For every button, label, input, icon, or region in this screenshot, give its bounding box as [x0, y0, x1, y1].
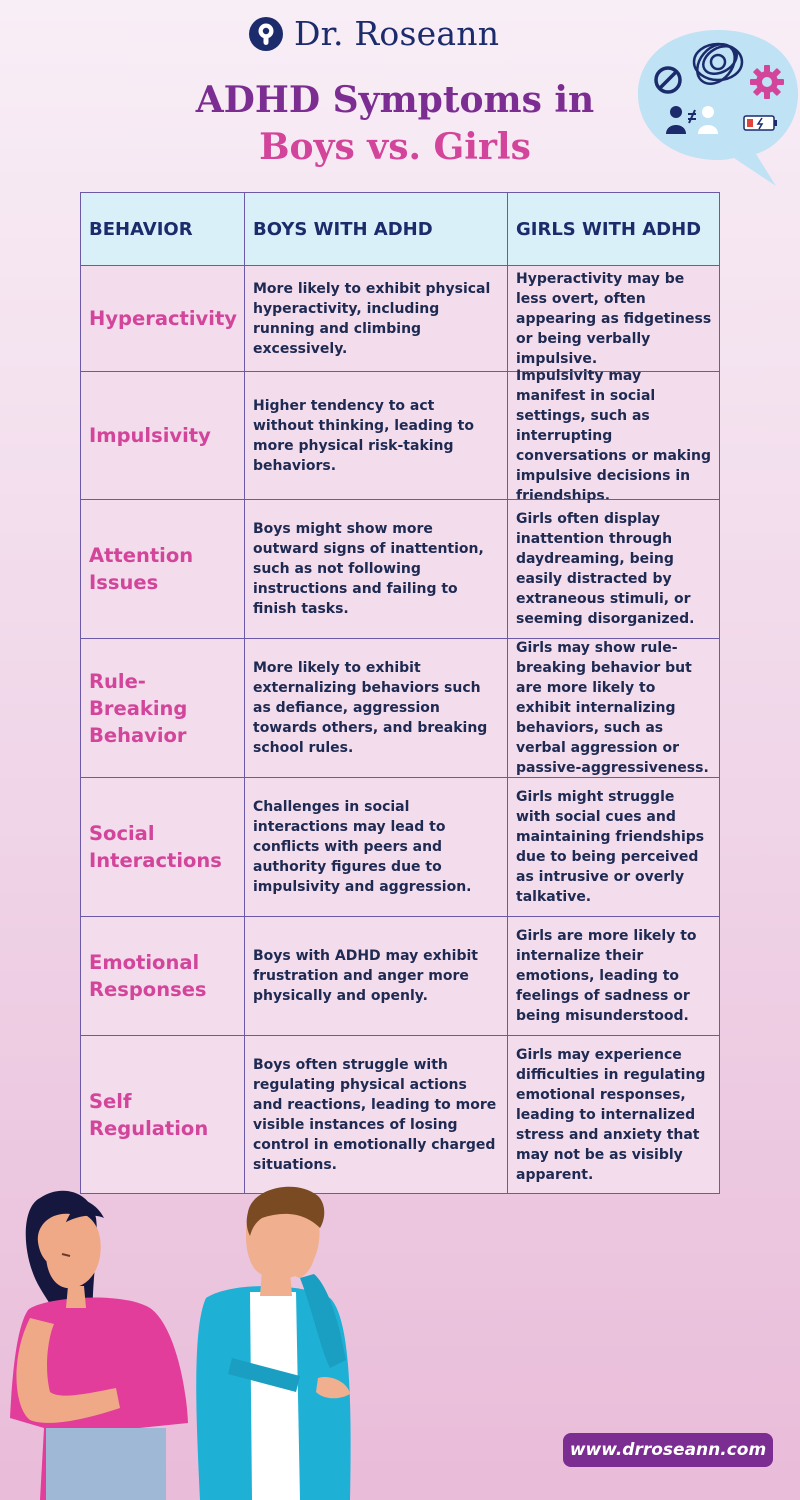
boy-figure — [196, 1187, 350, 1500]
page-title-line-1: ADHD Symptoms in — [195, 79, 595, 121]
boys-description: More likely to exhibit physical hyperactivity, including running and climbing excessively. — [253, 280, 491, 357]
girls-description: Girls might struggle with social cues and maintaining friendships due to being perceived as intrusive or overly talkative. — [516, 789, 705, 905]
girls-description: Girls may experience difficulties in regulating emotional responses, leading to internalized stress and anxiety that may not be as visibly apparent. — [516, 1046, 706, 1183]
behavior-label: Attention Issues — [89, 544, 194, 594]
behavior-label: Social Interactions — [89, 822, 222, 872]
table-row — [81, 638, 719, 777]
behavior-label: Self Regulation — [89, 1089, 209, 1140]
boys-description: Higher tendency to act without thinking, leading to more physical risk-taking behaviors. — [253, 397, 474, 474]
table-row — [81, 265, 719, 371]
girls-description: Girls may show rule-breaking behavior but are more likely to exhibit internalizing behaviors, such as verbal aggression or passive-aggressiveness. — [516, 640, 709, 776]
header-boys: BOYS WITH ADHD — [253, 218, 433, 240]
girls-description: Hyperactivity may be less overt, often appearing as fidgetiness or being verbally impulsive. — [516, 270, 712, 367]
header-behavior: BEHAVIOR — [89, 218, 193, 240]
table-row — [81, 916, 719, 1035]
girls-description: Impulsivity may manifest in social settings, such as interrupting conversations or making impulsive decisions in friendships. — [516, 367, 712, 504]
behavior-label: Rule-Breaking Behavior — [89, 669, 188, 747]
boys-description: Boys often struggle with regulating physical actions and reactions, leading to more visible instances of losing control in emotionally charged situations. — [253, 1056, 497, 1173]
website-url-badge[interactable]: www.drroseann.com — [563, 1433, 773, 1467]
boys-description: Challenges in social interactions may lead to conflicts with peers and authority figures due to impulsivity and aggression. — [253, 799, 472, 895]
logo-mark-icon — [248, 16, 284, 52]
table-row — [81, 367, 719, 504]
behavior-label: Emotional Responses — [89, 951, 207, 1001]
brand-name: Dr. Roseann — [294, 14, 500, 53]
people-illustration — [0, 1178, 360, 1500]
boys-description: Boys might show more outward signs of inattention, such as not following instructions and failing to finish tasks. — [253, 521, 484, 617]
gear-icon — [750, 65, 784, 99]
low-battery-icon — [744, 116, 777, 130]
header-girls: GIRLS WITH ADHD — [516, 218, 702, 240]
girl-figure — [10, 1191, 188, 1500]
table-row — [81, 499, 719, 638]
comparison-table — [80, 192, 720, 1194]
table-header-row — [81, 193, 719, 265]
brand-logo — [248, 14, 499, 54]
girls-description: Girls are more likely to internalize their emotions, leading to feelings of sadness or being misunderstood. — [516, 928, 697, 1024]
boys-description: Boys with ADHD may exhibit frustration and anger more physically and openly. — [253, 948, 478, 1004]
girls-description: Girls often display inattention through daydreaming, being easily distracted by extraneous stimuli, or seeming disorganized. — [516, 511, 695, 627]
page-title-line-2: Boys vs. Girls — [259, 126, 531, 168]
table-row — [81, 1035, 719, 1193]
boys-description: More likely to exhibit externalizing behaviors such as defiance, aggression towards others, and breaking school rules. — [253, 660, 488, 756]
behavior-label: Hyperactivity — [89, 307, 237, 330]
table-row — [81, 777, 719, 916]
behavior-label: Impulsivity — [89, 424, 211, 447]
